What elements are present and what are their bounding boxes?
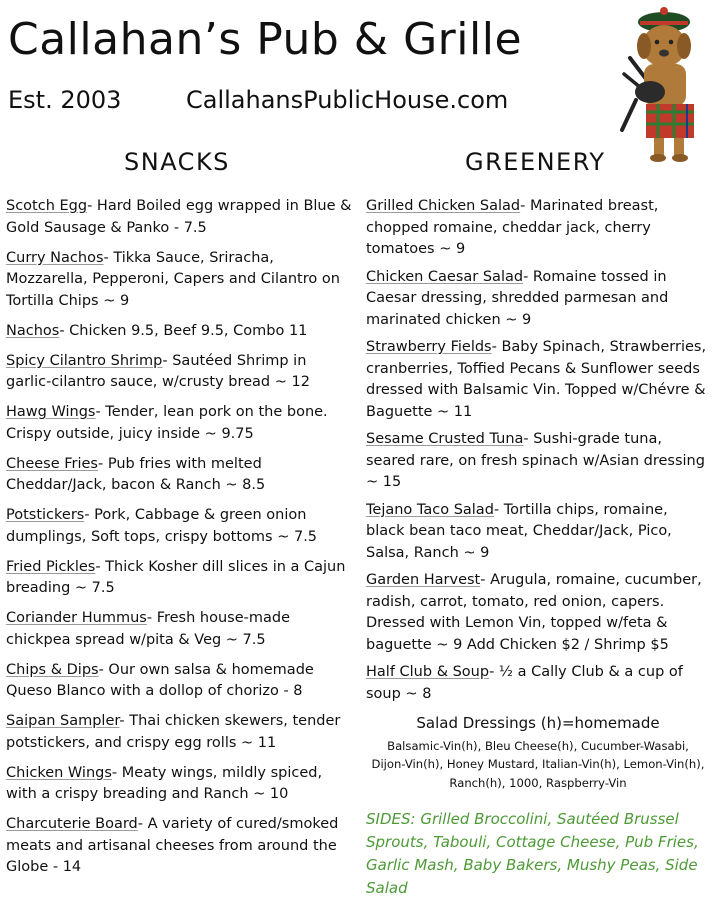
item-description: - Meaty wings, mildly spiced, with a crispy breading and Ranch ~ 10 (6, 764, 323, 802)
established-year: Est. 2003 (8, 86, 122, 114)
item-description: - Arugula, romaine, cucumber, radish, carrot, tomato, red onion, capers. Dressed with Lemon Vin, topped w/feta & baguette ~ 9 Add Chicken $2 / Shrimp $5 (366, 572, 702, 653)
menu-item-spicy-cilantro-shrimp (6, 351, 356, 394)
item-name: Spicy Cilantro Shrimp (6, 352, 163, 369)
item-name: Chips & Dips (6, 661, 99, 678)
item-description: - Sautéed Shrimp in garlic-cilantro sauce, w/crusty bread ~ 12 (6, 352, 310, 390)
item-name: Nachos (6, 322, 60, 339)
menu-item-grilled-chicken-salad (366, 196, 710, 261)
item-name: Saipan Sampler (6, 713, 120, 729)
menu-item-nachos (6, 321, 356, 343)
menu-item-chicken-wings (6, 763, 356, 806)
item-description: - Hard Boiled egg wrapped in Blue & Gold Sausage & Panko - 7.5 (6, 198, 352, 236)
item-description: - Thai chicken skewers, tender potstickers, and crispy egg rolls ~ 11 (6, 713, 341, 751)
menu-item-curry-nachos (6, 248, 356, 313)
menu-item-half-club-and-soup (366, 662, 710, 705)
menu-item-potstickers (6, 505, 356, 548)
item-name: Cheese Fries (6, 455, 98, 472)
menu-item-chicken-caesar-salad (366, 267, 710, 332)
item-description: - Our own salsa & homemade Queso Blanco with a dollop of chorizo - 8 (6, 661, 314, 699)
menu-item-strawberry-fields (366, 337, 710, 423)
item-name: Curry Nachos (6, 249, 104, 266)
item-description: - Thick Kosher dill slices in a Cajun breading ~ 7.5 (6, 558, 346, 596)
item-description: - Fresh house-made chickpea spread w/pita & Veg ~ 7.5 (6, 610, 290, 648)
item-description: - Romaine tossed in Caesar dressing, shredded parmesan and marinated chicken ~ 9 (366, 268, 669, 328)
menu-item-tejano-taco-salad (366, 500, 710, 565)
item-description: - ½ a Cally Club & a cup of soup ~ 8 (366, 664, 683, 702)
item-name: Garden Harvest (366, 572, 481, 588)
snacks-list (6, 196, 356, 887)
salad-dressings-heading: Salad Dressings (h)=homemade (416, 714, 660, 732)
menu-item-cheese-fries (6, 454, 356, 497)
salad-dressings-list: Balsamic-Vin(h), Bleu Cheese(h), Cucumber-Wasabi, Dijon-Vin(h), Honey Mustard, Italian-Vin(h), Lemon-Vin(h), Ranch(h), 1000, Raspberry-Vin (371, 738, 705, 790)
menu-item-garden-harvest (366, 570, 710, 656)
menu-item-charcuterie-board (6, 814, 356, 879)
menu-item-sesame-crusted-tuna (366, 429, 710, 494)
item-description: - A variety of cured/smoked meats and artisanal cheeses from around the Globe - 14 (6, 816, 339, 875)
website-link[interactable]: CallahansPublicHouse.com (186, 86, 509, 114)
item-name: Chicken Caesar Salad (366, 268, 524, 285)
item-name: Coriander Hummus (6, 610, 147, 626)
restaurant-title: Callahan’s Pub & Grille (8, 14, 523, 65)
item-description: - Pub fries with melted Cheddar/Jack, bacon & Ranch ~ 8.5 (6, 455, 266, 493)
item-description: - Baby Spinach, Strawberries, cranberries, Toffied Pecans & Sunflower seeds dressed with Balsamic Vin. Topped w/Chévre & Baguette ~ 11 (366, 339, 707, 420)
item-description: - Sushi-grade tuna, seared rare, on fresh spinach w/Asian dressing ~ 15 (366, 431, 705, 490)
item-name: Hawg Wings (6, 404, 96, 420)
item-description: - Tikka Sauce, Sriracha, Mozzarella, Pepperoni, Capers and Cilantro on Tortilla Chips ~ 9 (6, 249, 340, 309)
bagpiper-dog-icon (614, 2, 714, 164)
item-name: Fried Pickles (6, 558, 96, 575)
item-description: - Chicken 9.5, Beef 9.5, Combo 11 (59, 322, 308, 339)
menu-item-coriander-hummus (6, 608, 356, 651)
item-name: Half Club & Soup (366, 664, 490, 680)
item-name: Charcuterie Board (6, 816, 138, 832)
item-name: Strawberry Fields (366, 339, 492, 355)
greenery-heading: GREENERY (465, 148, 606, 176)
item-description: - Pork, Cabbage & green onion dumplings, Soft tops, crispy bottoms ~ 7.5 (6, 507, 318, 545)
snacks-heading: SNACKS (124, 148, 230, 176)
item-description: - Tortilla chips, romaine, black bean taco meat, Cheddar/Jack, Pico, Salsa, Ranch ~ 9 (366, 501, 672, 561)
item-description: - Marinated breast, chopped romaine, cheddar jack, cherry tomatoes ~ 9 (366, 198, 659, 257)
item-name: Scotch Egg (6, 198, 88, 214)
menu-item-hawg-wings (6, 402, 356, 445)
item-description: - Tender, lean pork on the bone. Crispy outside, juicy inside ~ 9.75 (6, 404, 328, 442)
greenery-list (366, 196, 710, 900)
item-name: Grilled Chicken Salad (366, 198, 521, 214)
menu-item-fried-pickles (6, 557, 356, 600)
menu-item-scotch-egg (6, 196, 356, 239)
sides-list: SIDES: Grilled Broccolini, Sautéed Brussel Sprouts, Tabouli, Cottage Cheese, Pub Fries, Garlic Mash, Baby Bakers, Mushy Peas, Side Salad (366, 810, 699, 897)
menu-item-saipan-sampler (6, 711, 356, 754)
item-name: Potstickers (6, 507, 85, 523)
item-name: Chicken Wings (6, 764, 112, 781)
item-name: Tejano Taco Salad (366, 501, 494, 518)
menu-item-chips-and-dips (6, 660, 356, 703)
item-name: Sesame Crusted Tuna (366, 431, 524, 447)
